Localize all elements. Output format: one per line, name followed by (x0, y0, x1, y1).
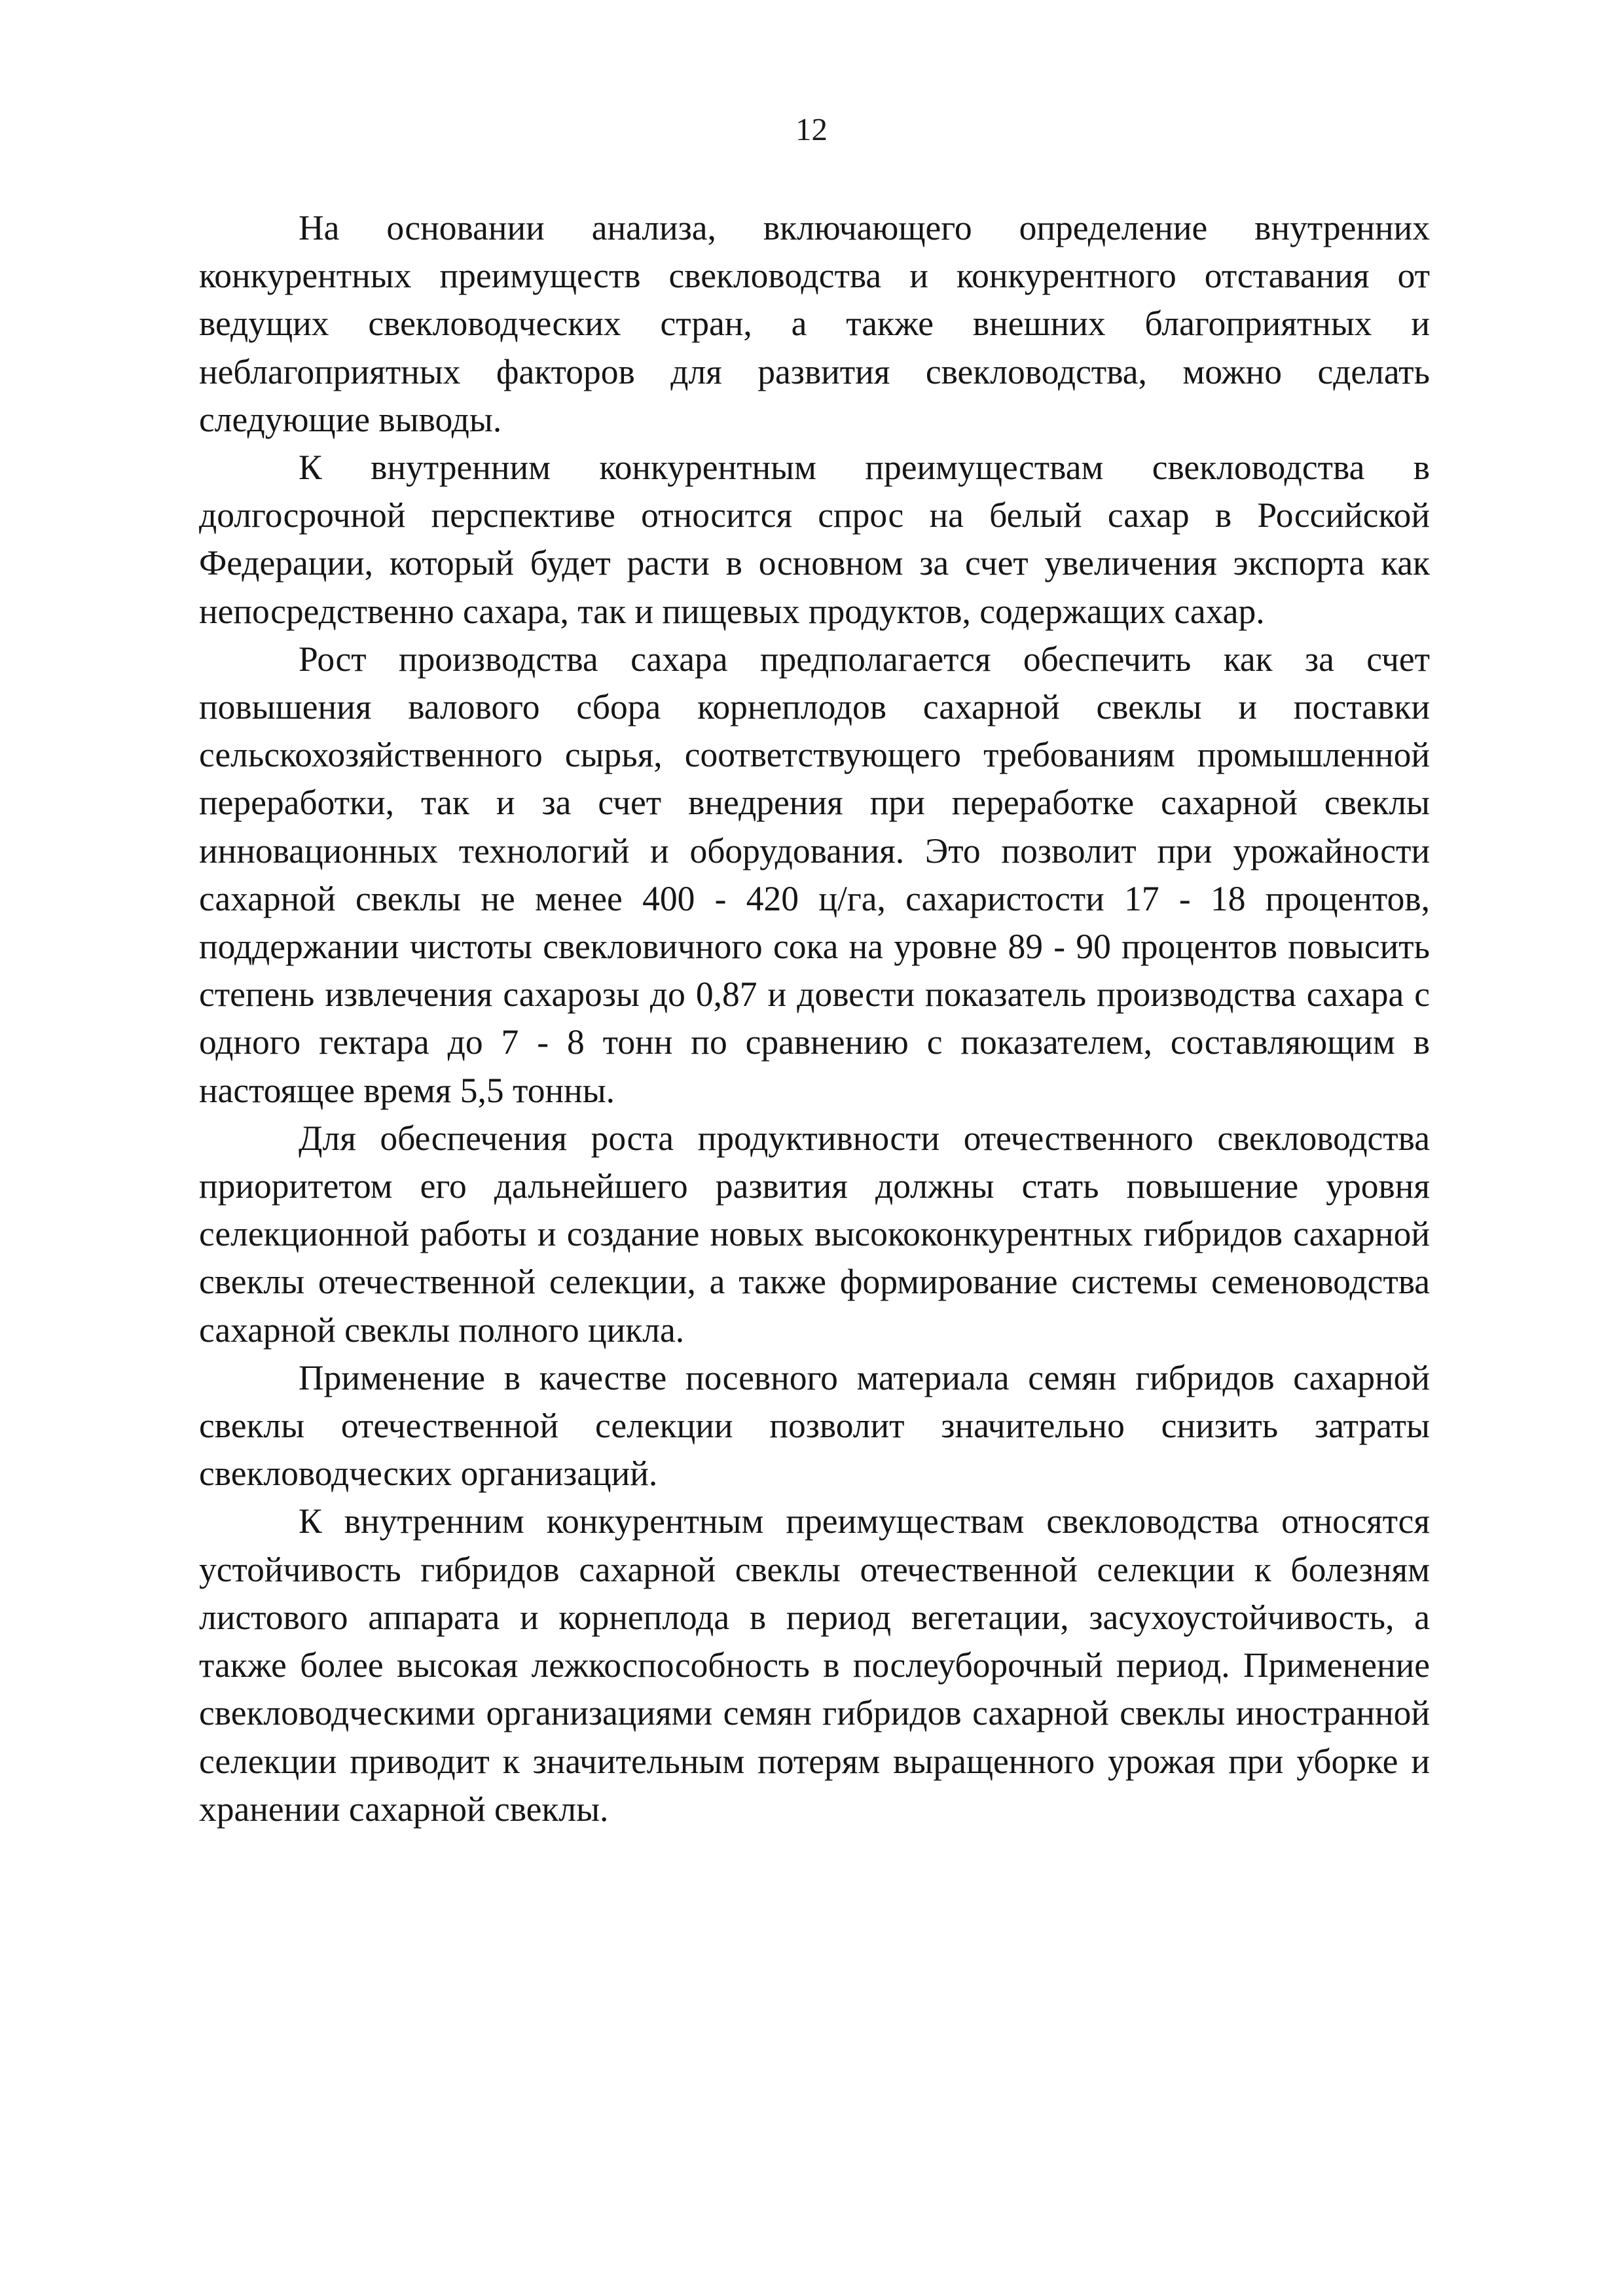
paragraph-breeding-priority: Для обеспечения роста продуктивности отечественного свекловодства приоритетом его дальнейшего развития должны стать повышение уровня селекционной работы и создание новых высококонкурентных гибридов сахарной свеклы отечественной селекции, а также формирование системы семеноводства сахарной свеклы полного цикла. (199, 1118, 1430, 1350)
document-body (199, 204, 1430, 1833)
paragraph-domestic-demand: К внутренним конкурентным преимуществам свекловодства в долгосрочной перспективе относится спрос на белый сахар в Российской Федерации, который будет расти в основном за счет увеличения экспорта как непосредственно сахара, так и пищевых продуктов, содержащих сахар. (199, 448, 1430, 631)
paragraph-production-growth: Рост производства сахара предполагается обеспечить как за счет повышения валового сбора корнеплодов сахарной свеклы и поставки сельскохозяйственного сырья, соответствующего требованиям промышленной переработки, так и за счет внедрения при переработке сахарной свеклы инновационных технологий и оборудования. Это позволит при урожайности сахарной свеклы не менее 400 - 420 ц/га, сахаристости 17 - 18 процентов, поддержании чистоты свекловичного сока на уровне 89 - 90 процентов повысить степень извлечения сахарозы до 0,87 и довести показатель производства сахара с одного гектара до 7 - 8 тонн по сравнению с показателем, составляющим в настоящее время 5,5 тонны. (199, 639, 1430, 1110)
paragraph-analysis-intro: На основании анализа, включающего определение внутренних конкурентных преимуществ свекловодства и конкурентного отставания от ведущих свекловодческих стран, а также внешних благоприятных и неблагоприятных факторов для развития свекловодства, можно сделать следующие выводы. (199, 208, 1430, 439)
paragraph-domestic-seeds: Применение в качестве посевного материала семян гибридов сахарной свеклы отечественной селекции позволит значительно снизить затраты свекловодческих организаций. (199, 1357, 1430, 1494)
page-number: 12 (795, 111, 828, 147)
paragraph-hybrid-resistance: К внутренним конкурентным преимуществам свекловодства относятся устойчивость гибридов сахарной свеклы отечественной селекции к болезням листового аппарата и корнеплода в период вегетации, засухоустойчивость, а также более высокая лежкоспособность в послеуборочный период. Применение свекловодческими организациями семян гибридов сахарной свеклы иностранной селекции приводит к значительным потерям выращенного урожая при уборке и хранении сахарной свеклы. (199, 1501, 1430, 1829)
